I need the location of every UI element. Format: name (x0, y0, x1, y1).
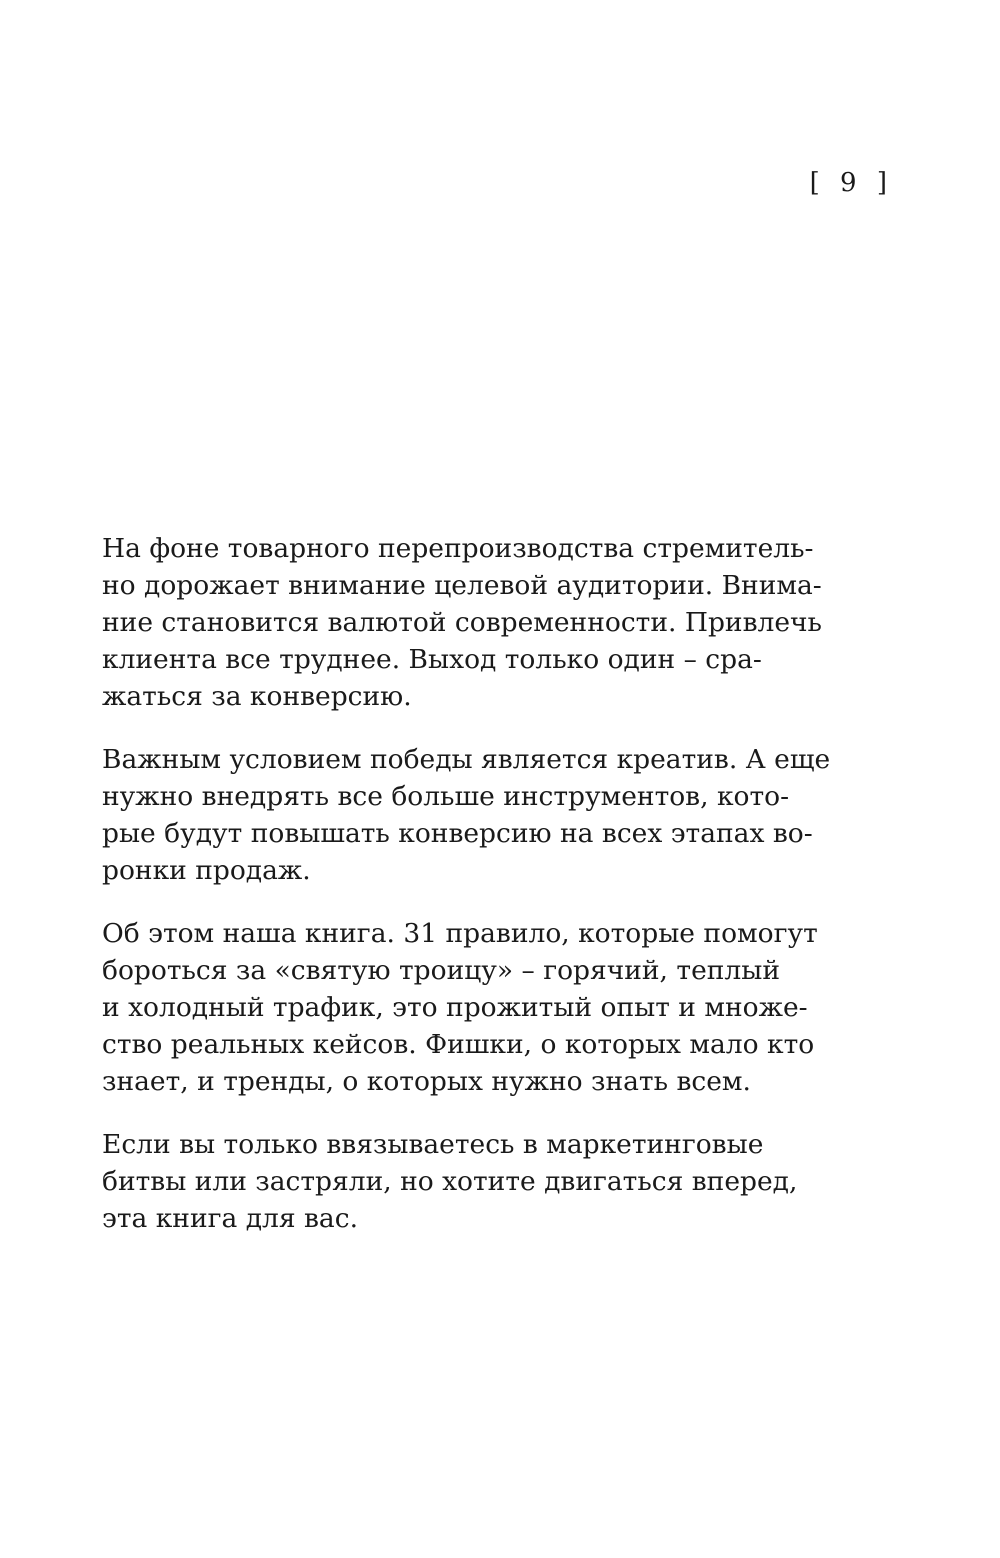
text-line: ние становится валютой современности. Привлечь (102, 607, 822, 638)
text-line: и холодный трафик, это прожитый опыт и множе- (102, 992, 808, 1023)
text-line: знает, и тренды, о которых нужно знать всем. (102, 1066, 751, 1097)
text-line: На фоне товарного перепроизводства стремитель- (102, 533, 814, 564)
paragraph-3 (102, 915, 818, 1100)
text-line: бороться за «святую троицу» – горячий, теплый (102, 955, 781, 986)
text-line: ронки продаж. (102, 855, 311, 886)
paragraph-4 (102, 1126, 798, 1237)
text-line: битвы или застряли, но хотите двигаться вперед, (102, 1166, 798, 1197)
paragraph-2 (102, 741, 831, 889)
text-line: но дорожает внимание целевой аудитории. Внима- (102, 570, 822, 601)
body-text (102, 530, 831, 1263)
text-line: Если вы только ввязываетесь в маркетинговые (102, 1129, 764, 1160)
text-line: Важным условием победы является креатив. А еще (102, 744, 831, 775)
text-line: нужно внедрять все больше инструментов, кото- (102, 781, 790, 812)
text-line: ство реальных кейсов. Фишки, о которых мало кто (102, 1029, 815, 1060)
text-line: жаться за конверсию. (102, 681, 412, 712)
text-line: Об этом наша книга. 31 правило, которые помогут (102, 918, 818, 949)
page-number: [ 9 ] (809, 168, 893, 198)
text-line: клиента все труднее. Выход только один – сра- (102, 644, 762, 675)
text-line: рые будут повышать конверсию на всех этапах во- (102, 818, 813, 849)
text-line: эта книга для вас. (102, 1203, 358, 1234)
paragraph-1 (102, 530, 822, 715)
